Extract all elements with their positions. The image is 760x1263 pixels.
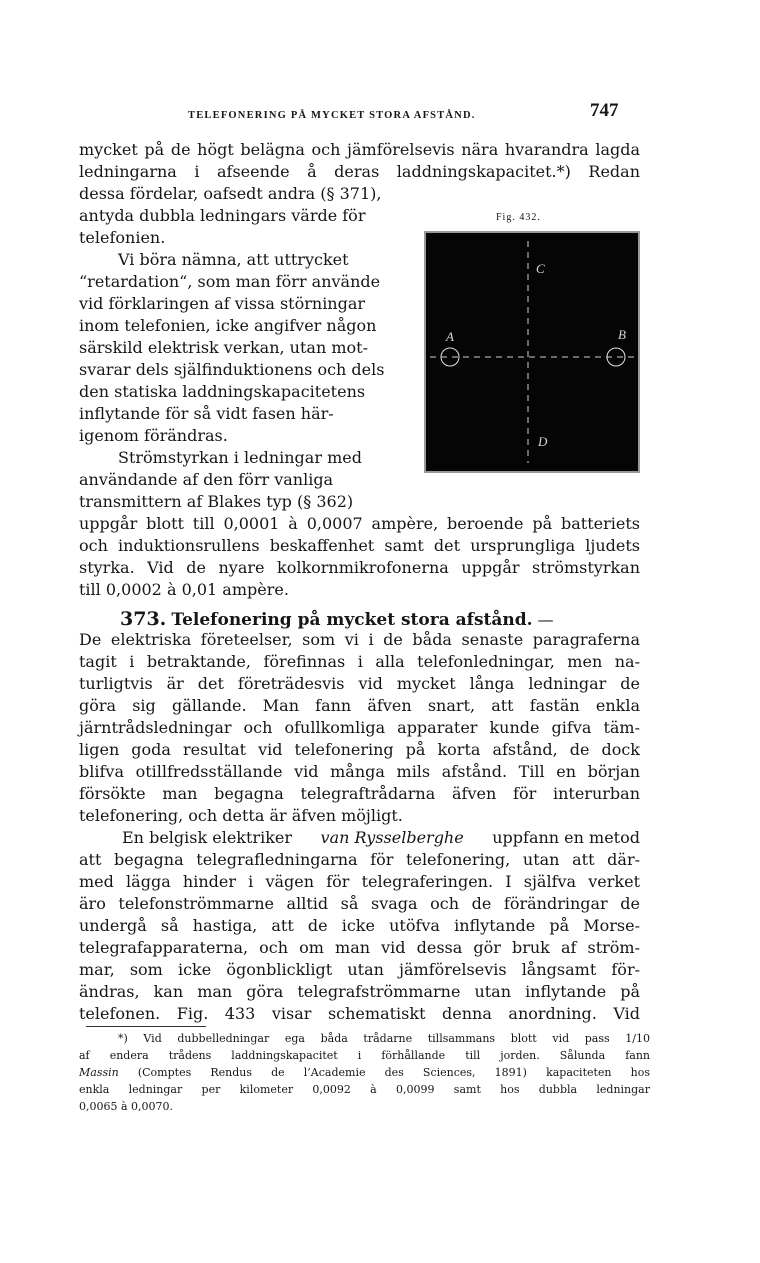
body-line: De elektriska företeelser, som vi i de båda senaste paragraferna — [79, 630, 640, 649]
figure-diagram — [424, 231, 640, 473]
section-heading — [120, 607, 554, 632]
label-c: C — [536, 261, 545, 276]
body-line: inflytande för så vidt fasen här- — [79, 404, 334, 423]
body-line: transmittern af Blakes typ (§ 362) — [79, 492, 354, 511]
body-line: Strömstyrkan i ledningar med — [118, 448, 362, 467]
body-line: tagit i betraktande, förefinnas i alla telefonledningar, men na- — [79, 652, 640, 671]
body-line: ändras, kan man göra telegrafströmmarne utan inflytande på — [79, 982, 640, 1001]
body-line: undergå så hastiga, att de icke utöfva inflytande på Morse- — [79, 916, 640, 935]
figure-caption: Fig. 432. — [496, 212, 541, 223]
body-line: “retardation“, som man förr använde — [79, 272, 381, 291]
text-run: (Comptes Rendus de l’Academie des Sciences, 1891) kapaciteten hos — [118, 1066, 650, 1079]
body-line: telefonen. Fig. 433 visar schematiskt denna anordning. Vid — [79, 1004, 640, 1023]
body-line: järntrådsledningar och ofullkomliga apparater kunde gifva täm- — [79, 718, 640, 737]
label-d: D — [538, 434, 548, 449]
body-line: svarar dels själfinduktionens och dels — [79, 360, 385, 379]
text-run: En belgisk elektriker — [122, 828, 293, 847]
body-line: igenom förändras. — [79, 426, 228, 445]
footnote-line: *) Vid dubbelledningar ega båda trådarne tillsammans blott vid pass 1/10 — [118, 1032, 650, 1045]
footnote-line: enkla ledningar per kilometer 0,0092 à 0,0099 samt hos dubbla ledningar — [79, 1083, 650, 1096]
person-name: Massin — [79, 1066, 119, 1079]
body-line: och induktionsrullens beskaffenhet samt det ursprungliga ljudets — [79, 536, 640, 555]
section-title: Telefonering på mycket stora afstånd. — [171, 610, 533, 630]
body-line — [122, 828, 640, 848]
body-line: göra sig gällande. Man fann äfven snart, att fastän enkla — [79, 696, 640, 715]
body-line: inom telefonien, icke angifver någon — [79, 316, 377, 335]
body-line: telegrafapparaterna, och om man vid dessa gör bruk af ström- — [79, 938, 640, 957]
footnote-line: 0,0065 à 0,0070. — [79, 1100, 174, 1113]
body-line: telefonien. — [79, 228, 166, 247]
footnote-line — [79, 1066, 650, 1080]
body-line: telefonering, och detta är äfven möjligt. — [79, 806, 403, 825]
body-line: den statiska laddningskapacitetens — [79, 382, 366, 401]
body-line: Vi böra nämna, att uttrycket — [118, 250, 349, 269]
body-line: turligtvis är det företrädesvis vid mycket långa ledningar de — [79, 674, 640, 693]
body-line: styrka. Vid de nyare kolkornmikrofonerna uppgår strömstyrkan — [79, 558, 640, 577]
body-line: med lägga hinder i vägen för telegraferingen. I själfva verket — [79, 872, 640, 891]
body-line: blifva otillfredsställande vid många mils afstånd. Till en början — [79, 762, 640, 781]
body-line: mycket på de högt belägna och jämförelsevis nära hvarandra lagda — [79, 140, 640, 159]
figure-svg — [426, 233, 638, 471]
body-line: äro telefonströmmarne alltid så svaga och de förändringar de — [79, 894, 640, 913]
body-line: antyda dubbla ledningars värde för — [79, 206, 366, 225]
footnote-line: af endera trådens laddningskapacitet i förhållande till jorden. Sålunda fann — [79, 1049, 650, 1062]
body-line: mar, som icke ögonblickligt utan jämförelsevis långsamt för- — [79, 960, 640, 979]
label-b: B — [618, 327, 626, 342]
body-line: vid förklaringen af vissa störningar — [79, 294, 366, 313]
body-line: dessa fördelar, oafsedt andra (§ 371), — [79, 184, 382, 203]
section-dash: — — [537, 610, 554, 629]
body-line: att begagna telegrafledningarna för telefonering, utan att där- — [79, 850, 640, 869]
body-line: till 0,0002 à 0,01 ampère. — [79, 580, 289, 599]
body-line: ligen goda resultat vid telefonering på korta afstånd, de dock — [79, 740, 640, 759]
body-line: uppgår blott till 0,0001 à 0,0007 ampère, beroende på batteriets — [79, 514, 640, 533]
label-a: A — [446, 329, 454, 344]
person-name: van Rysselberghe — [320, 828, 464, 847]
footnote-rule — [86, 1026, 206, 1027]
page-number: 747 — [590, 100, 619, 121]
running-head: TELEFONERING PÅ MYCKET STORA AFSTÅND. — [188, 110, 476, 121]
text-run: uppfann en metod — [492, 828, 640, 847]
body-line: användande af den förr vanliga — [79, 470, 334, 489]
body-line: försökte man begagna telegraftrådarna äfven för interurban — [79, 784, 640, 803]
body-line: särskild elektrisk verkan, utan mot- — [79, 338, 368, 357]
section-number: 373. — [120, 608, 167, 630]
body-line: ledningarna i afseende å deras laddningskapacitet.*) Redan — [79, 162, 640, 181]
